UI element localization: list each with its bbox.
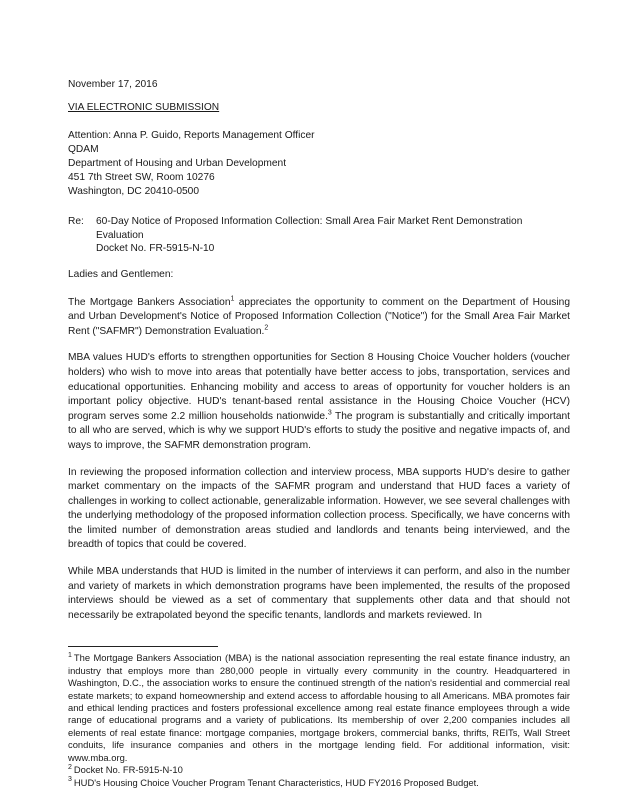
footnote: $^1$ The Mortgage Bankers Association (MBA) is the national association representing the real estate finance industry, an industry that employs more than 280,000 people in virtually every community in the country. Headquartered in Washington, D.C., the association works to ensure the continued strength of the nation's residential and commercial real estate markets; to expand homeownership and extend access to affordable housing to all Americans. MBA promotes fair and ethical lending practices and fosters professional excellence among real estate finance employees through a wide range of educational programs and a variety of publications. Its membership of over 2,200 companies includes all elements of real estate finance: mortgage companies, mortgage brokers, commercial banks, thrifts, REITs, Wall Street conduits, life insurance companies and others in the mortgage lending field. For additional information, visit: www.mba.org. — [68, 652, 570, 763]
footnote-ref: 2 — [264, 324, 269, 332]
recipient-address — [68, 129, 570, 199]
body-paragraph-2: MBA values HUD's efforts to strengthen opportunities for Section 8 Housing Choice Voucher holders (voucher holders) who wish to move into areas that potentially have better access to jobs, transportation, services and educational opportunities. Enhancing mobility and access to areas of opportunity for voucher holders is an important policy objective. HUD's tenant-based rental assistance in the Housing Choice Voucher (HCV) program serves some 2.2 million households nationwide.$^3$ The program is substantially and critically important to all who are served, which is why we support HUD's efforts to study the positive and negative impacts of, and ways to improve, the SAFMR demonstration program. — [68, 352, 570, 451]
address-line: Washington, DC 20410-0500 — [68, 186, 200, 198]
subject-line: Evaluation — [96, 229, 144, 241]
submission-method: VIA ELECTRONIC SUBMISSION — [68, 101, 220, 113]
subject-line: 60-Day Notice of Proposed Information Collection: Small Area Fair Market Rent Demonstration — [96, 216, 523, 228]
footnote-divider — [68, 646, 218, 647]
footnote-ref: 3 — [327, 409, 332, 417]
subject-block — [68, 215, 570, 256]
subject-label: Re: — [68, 216, 84, 228]
body-paragraph-3: In reviewing the proposed information collection and interview process, MBA supports HUD's desire to gather market commentary on the impacts of the SAFMR program and understand that HUD faces a variety of challenges in working to collect actionable, generalizable information. However, we see several challenges with the underlying methodology of the proposed information collection process. Specifically, we have concerns with the limited number of demonstration areas studied and landlords and tenants being interviewed, and the breadth of topics that could be covered. — [68, 466, 570, 551]
address-line: 451 7th Street SW, Room 10276 — [68, 172, 215, 184]
footnote: $^3$ HUD's Housing Choice Voucher Program Tenant Characteristics, HUD FY2016 Proposed Budget. — [68, 776, 479, 788]
address-line: Department of Housing and Urban Development — [68, 158, 287, 170]
footnotes — [68, 652, 570, 788]
body-paragraph-4: While MBA understands that HUD is limited in the number of interviews it can perform, and also in the number and variety of markets in which demonstration programs have been implemented, the results of the proposed interviews should be viewed as a set of commentary that supplements other data and that should not necessarily be extrapolated beyond the specific tenants, landlords and markets reviewed. In — [68, 566, 570, 621]
footnote: $^2$ Docket No. FR-5915-N-10 — [68, 763, 183, 776]
salutation: Ladies and Gentlemen: — [68, 268, 174, 280]
body-paragraph-1: The Mortgage Bankers Association$^1$ appreciates the opportunity to comment on the Department of Housing and Urban Development's Notice of Proposed Information Collection ("Notice") for the Small Area Fair Market Rent ("SAFMR") Demonstration Evaluation.$^2$ — [68, 295, 570, 337]
address-line: Attention: Anna P. Guido, Reports Management Officer — [68, 130, 315, 142]
footnote-ref: 1 — [230, 295, 235, 303]
address-line: QDAM — [68, 144, 99, 156]
subject-text — [96, 215, 522, 256]
letter-date: November 17, 2016 — [68, 79, 158, 90]
subject-line: Docket No. FR-5915-N-10 — [96, 243, 215, 255]
